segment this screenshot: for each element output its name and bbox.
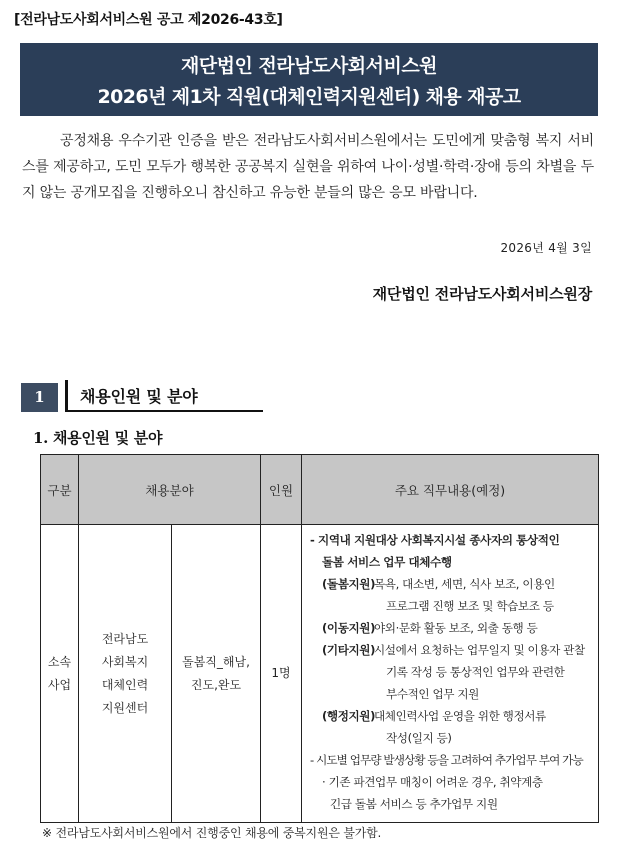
- duty-item-text: 작성(일지 등): [386, 731, 452, 745]
- cell-field-position: [172, 525, 261, 823]
- title-line-1: 재단법인 전라남도사회서비스원: [180, 55, 438, 77]
- duty-item: [310, 573, 595, 595]
- duty-item-label: (돌봄지원): [322, 577, 375, 591]
- table-row: [41, 525, 599, 823]
- section-title: 채용인원 및 분야: [80, 387, 198, 406]
- section-divider-bar: [65, 380, 68, 411]
- duty-note-1: - 시도별 업무량 발생상황 등을 고려하여 추가업무 부여 가능: [310, 753, 583, 767]
- notice-date: 2026년 4월 3일: [500, 241, 592, 255]
- cell-duties: [302, 525, 599, 823]
- duty-item-text: 프로그램 진행 보조 및 학습보조 등: [386, 599, 554, 613]
- duty-item-continuation: [310, 661, 595, 683]
- cell-headcount: 1명: [261, 525, 302, 823]
- field-position-text: 돌봄직_해남, 진도,완도: [182, 654, 250, 692]
- header-headcount: 인원: [261, 455, 302, 525]
- duty-lead-1: - 지역내 지원대상 사회복지시설 종사자의 통상적인: [310, 533, 560, 547]
- duty-item-continuation: [310, 595, 595, 617]
- cell-category: [41, 525, 79, 823]
- duty-item-text: 목욕, 대소변, 세면, 식사 보조, 이용인: [374, 577, 555, 591]
- duty-item-text: 부수적인 업무 지원: [386, 687, 479, 701]
- title-line-2: 2026년 제1차 직원(대체인력지원센터) 채용 재공고: [97, 86, 521, 108]
- title-banner: [20, 43, 598, 116]
- duty-item: [310, 705, 595, 727]
- cell-field-unit: [79, 525, 172, 823]
- table-header-row: [41, 455, 599, 525]
- section-underline: [65, 410, 263, 412]
- signer: 재단법인 전라남도사회서비스원장: [372, 285, 592, 303]
- subsection-heading: 1. 채용인원 및 분야: [33, 429, 163, 447]
- header-duties: 주요 직무내용(예정): [302, 455, 599, 525]
- duty-item-label: (기타지원): [322, 643, 375, 657]
- duty-item: [310, 617, 595, 639]
- section-number-badge: 1: [21, 383, 58, 412]
- duty-item-label: (행정지원): [322, 709, 375, 723]
- duty-note-2: · 기존 파견업무 매칭이 어려운 경우, 취약계층: [322, 775, 543, 789]
- category-text: 소속 사업: [47, 654, 72, 692]
- duty-item-text: 시설에서 요청하는 업무일지 및 이용자 관찰: [374, 643, 585, 657]
- recruitment-table: [40, 454, 599, 823]
- footnote: ※ 전라남도사회서비스원에서 진행중인 채용에 중복지원은 불가함.: [42, 826, 382, 840]
- header-field: 채용분야: [79, 455, 261, 525]
- duty-item: [310, 639, 595, 661]
- duty-item-continuation: [310, 683, 595, 705]
- duty-item-text: 기록 작성 등 통상적인 업무와 관련한: [386, 665, 565, 679]
- duty-item-label: (이동지원): [322, 621, 375, 635]
- field-unit-text: 전라남도 사회복지 대체인력 지원센터: [101, 631, 149, 715]
- duty-item-text: 대체인력사업 운영을 위한 행정서류: [374, 709, 546, 723]
- header-category: 구분: [41, 455, 79, 525]
- duty-item-continuation: [310, 727, 595, 749]
- intro-paragraph: 공정채용 우수기관 인증을 받은 전라남도사회서비스원에서는 도민에게 맞춤형 복지 서비스를 제공하고, 도민 모두가 행복한 공공복지 실현을 위하여 나이·성별·학력·장애 등의 차별을 두지 않는 공개모집을 진행하오니 참신하고 유능한 분들의 많은 응모 바랍니다.: [22, 133, 594, 201]
- duty-note-3: 긴급 돌봄 서비스 등 추가업무 지원: [330, 797, 498, 811]
- notice-number: [전라남도사회서비스원 공고 제2026-43호]: [14, 12, 283, 28]
- duty-lead-2: 돌봄 서비스 업무 대체수행: [322, 555, 452, 569]
- duty-item-text: 야외·문화 활동 보조, 외출 동행 등: [374, 621, 538, 635]
